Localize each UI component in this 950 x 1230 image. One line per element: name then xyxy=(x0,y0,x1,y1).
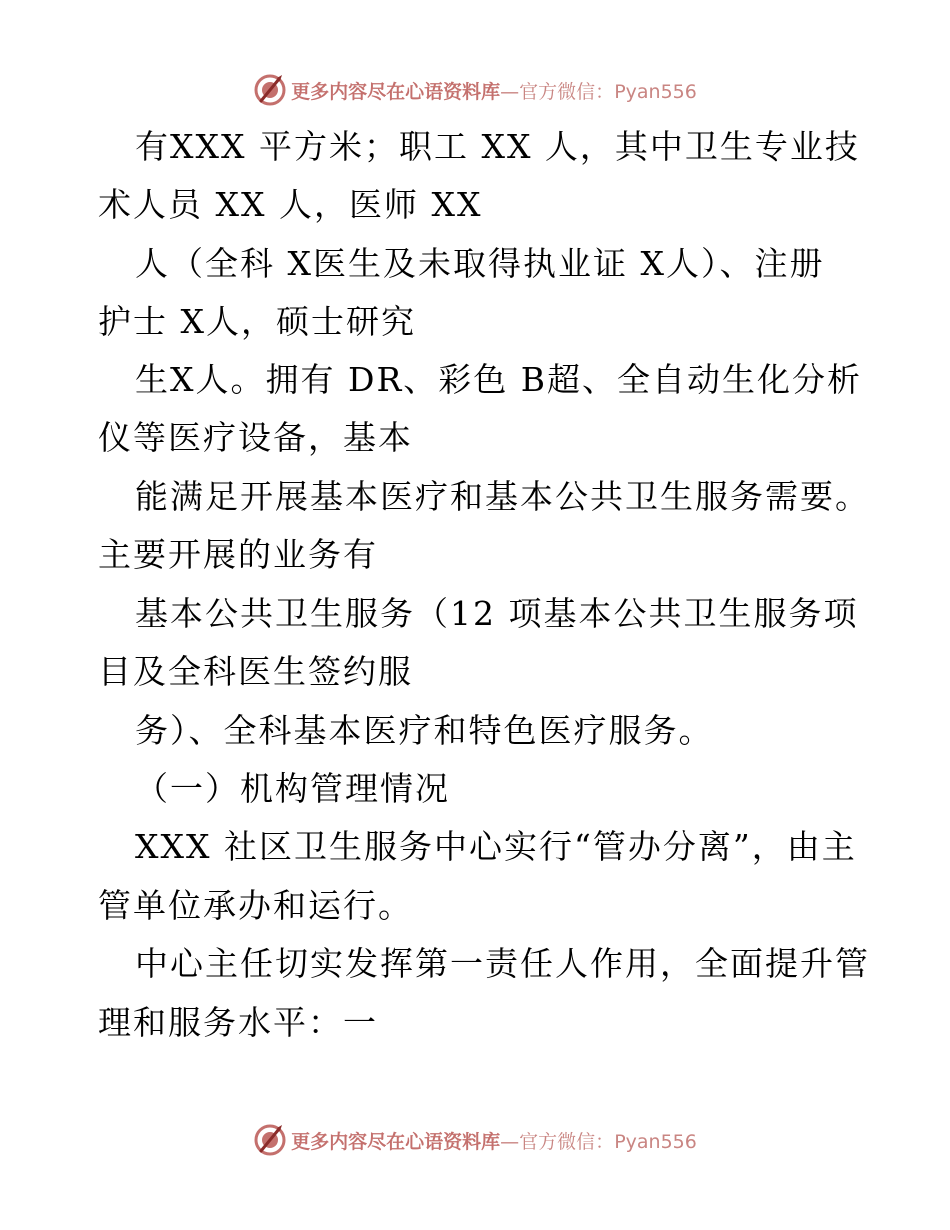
brand-logo-icon xyxy=(253,73,287,107)
watermark-wechat-id: Pyan556 xyxy=(614,1130,697,1153)
text-line: 理和服务水平：一 xyxy=(98,1003,378,1042)
watermark-text xyxy=(291,1127,697,1154)
watermark-site-text: 更多内容尽在心语资料库 xyxy=(291,80,501,103)
footer-watermark xyxy=(0,1120,950,1160)
watermark-text xyxy=(291,77,697,104)
brand-logo-icon xyxy=(253,1123,287,1157)
watermark-dash: — xyxy=(500,1130,520,1153)
text-line: 有XXX 平方米；职工 XX 人，其中卫生专业技 xyxy=(135,127,860,166)
text-line: 仪等医疗设备，基本 xyxy=(98,418,413,457)
watermark-dash: — xyxy=(500,80,520,103)
text-line: 护士 X人，硕士研究 xyxy=(98,302,416,341)
text-line: 中心主任切实发挥第一责任人作用，全面提升管 xyxy=(135,944,870,983)
text-line: 术人员 XX 人，医师 XX xyxy=(98,185,483,224)
text-line: 务）、全科基本医疗和特色医疗服务。 xyxy=(135,711,714,750)
text-line: 基本公共卫生服务（12 项基本公共卫生服务项 xyxy=(135,594,859,633)
watermark-wechat-id: Pyan556 xyxy=(614,80,697,103)
text-line: 能满足开展基本医疗和基本公共卫生服务需要。 xyxy=(135,477,870,516)
text-line: XXX 社区卫生服务中心实行“管办分离”，由主 xyxy=(135,827,857,866)
text-line: 生X人。拥有 DR、彩色 B超、全自动生化分析 xyxy=(135,360,863,399)
text-line: 管单位承办和运行。 xyxy=(98,886,413,925)
watermark-wechat-label: 官方微信： xyxy=(519,80,615,103)
watermark-site-text: 更多内容尽在心语资料库 xyxy=(291,1130,501,1153)
text-line: 主要开展的业务有 xyxy=(98,535,378,574)
header-watermark xyxy=(0,70,950,110)
text-line: 目及全科医生签约服 xyxy=(98,652,413,691)
text-line: 人（全科 X医生及未取得执业证 X人）、注册 xyxy=(135,244,825,283)
section-heading: （一）机构管理情况 xyxy=(135,769,450,808)
watermark-wechat-label: 官方微信： xyxy=(519,1130,615,1153)
